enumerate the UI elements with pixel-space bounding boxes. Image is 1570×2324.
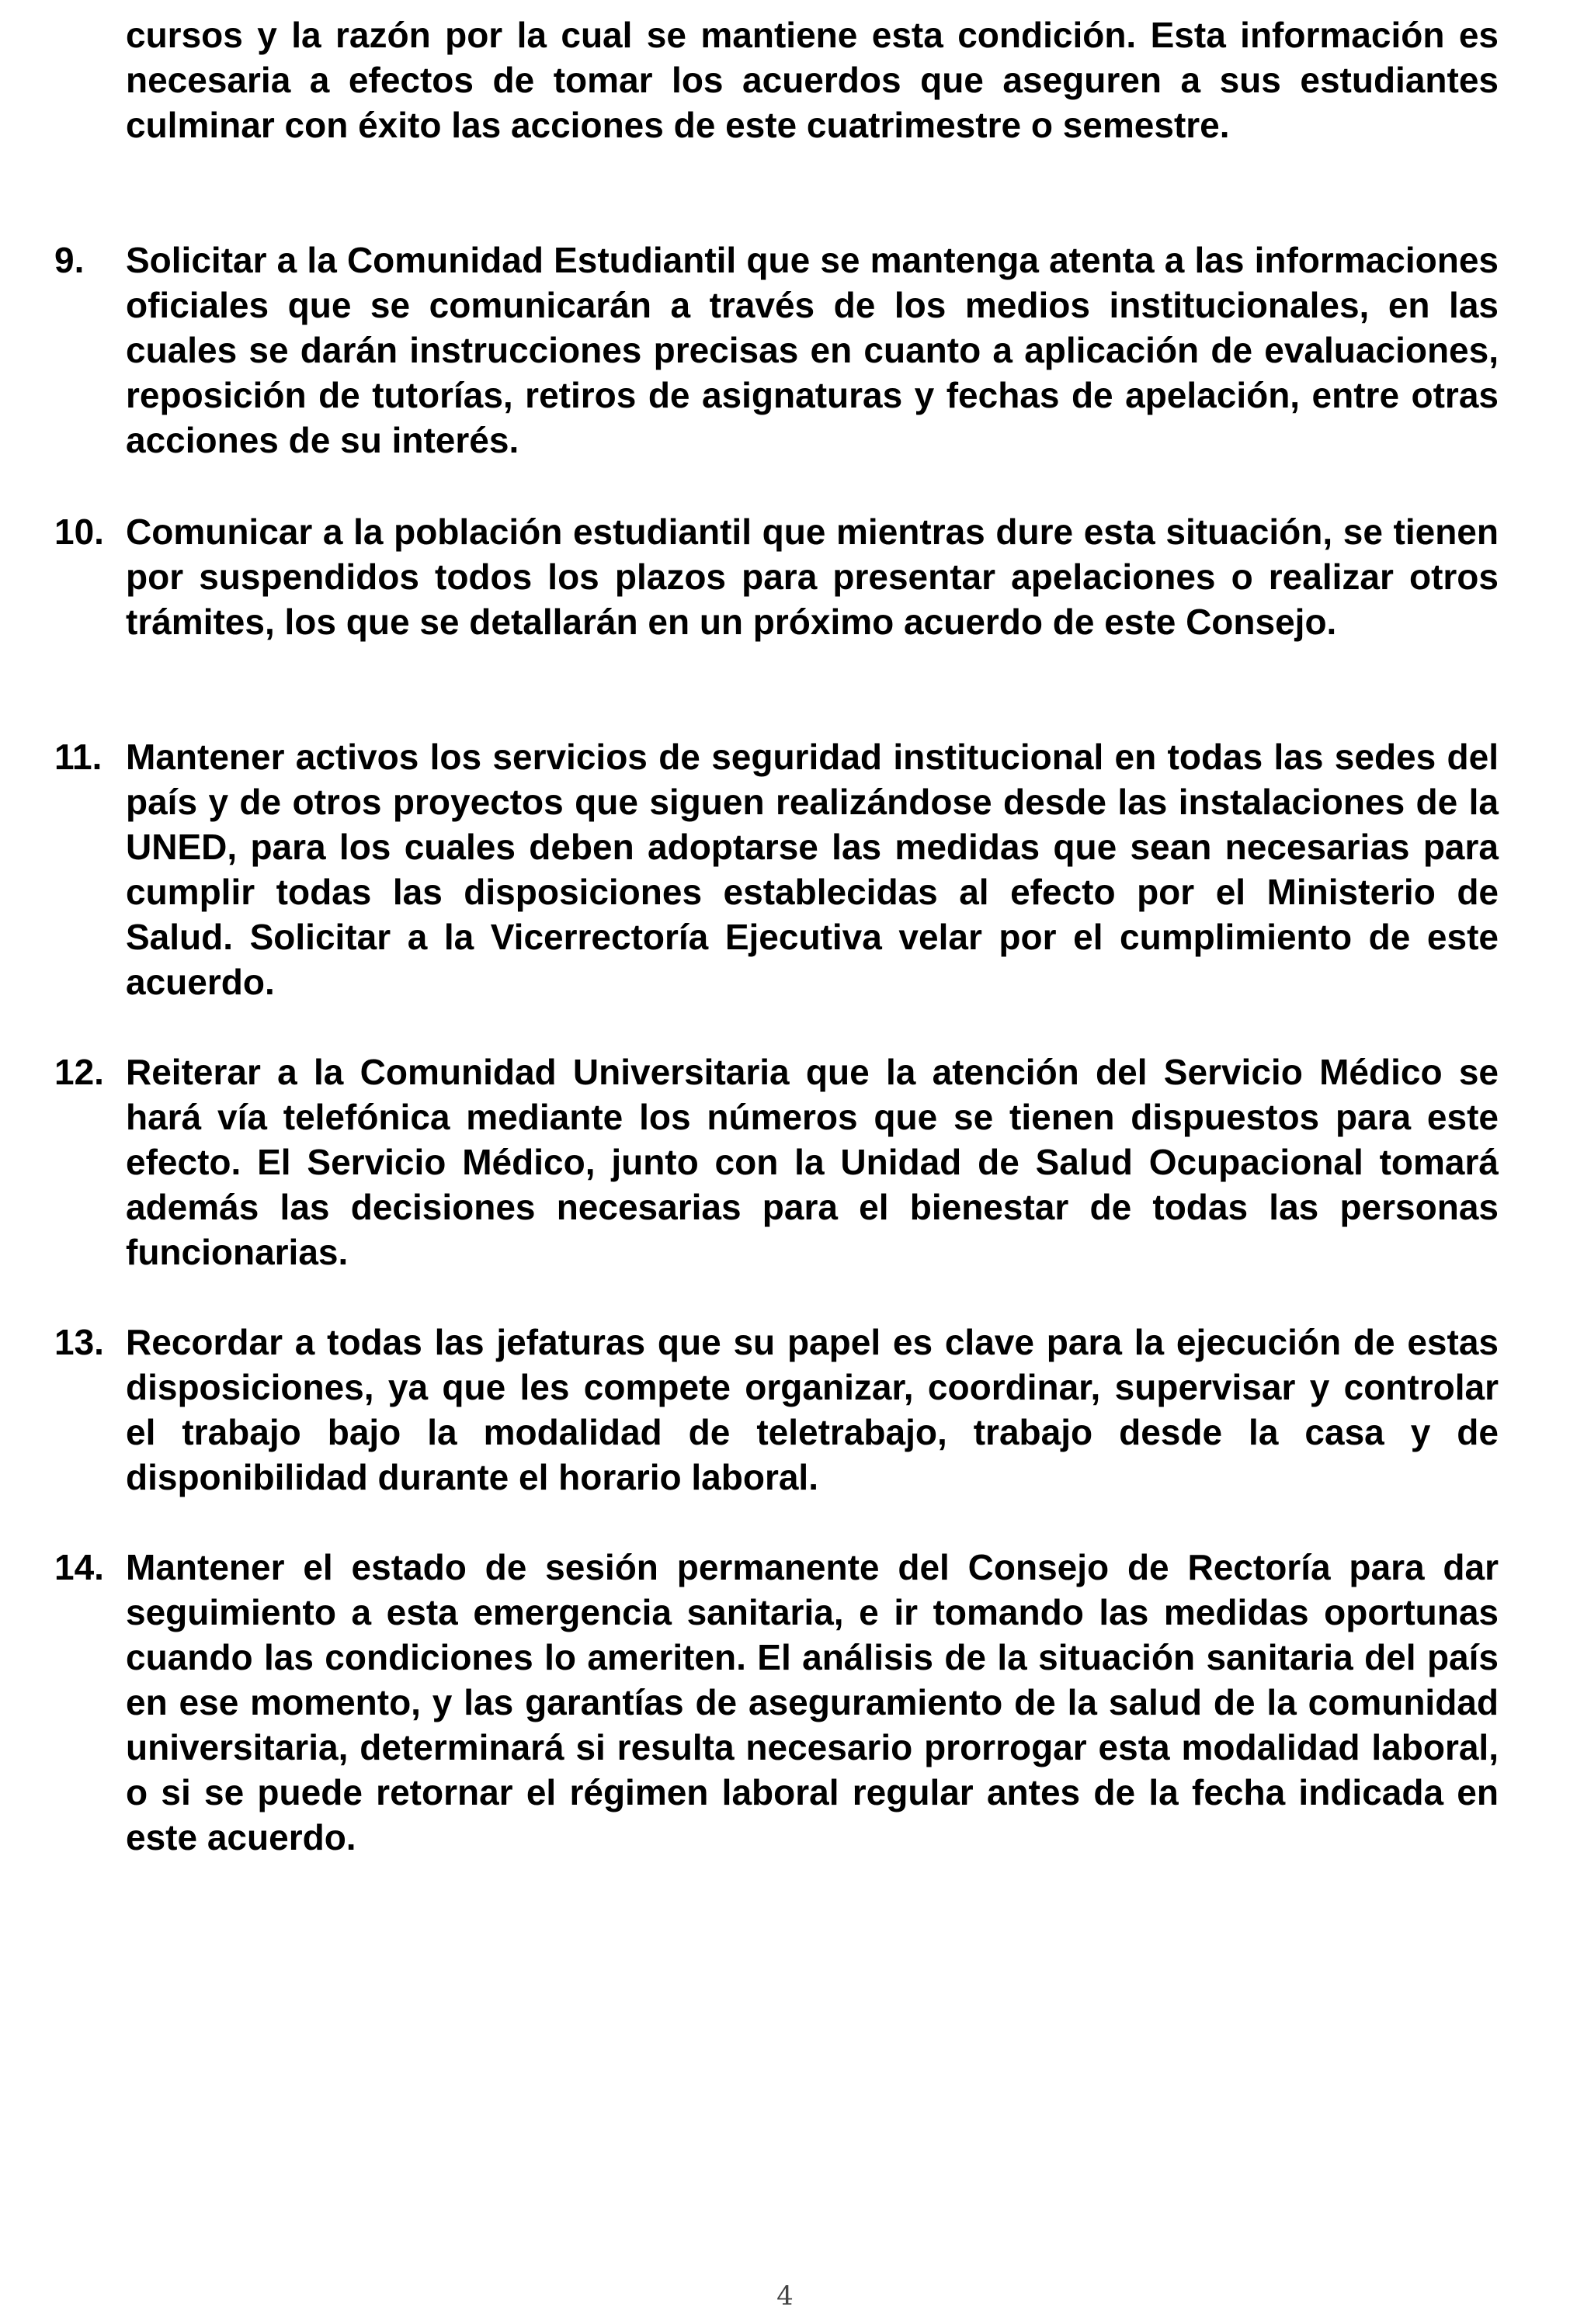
item-text: Mantener activos los servicios de seguridad institucional en todas las sedes del país y de otros proyectos que siguen realizándose desde las instalaciones de la UNED, para los cuales deben adoptarse las medidas que sean necesarias para cumplir todas las disposiciones establecidas al efecto por el Ministerio de Salud. Solicitar a la Vicerrectoría Ejecutiva velar por el cumplimiento de este acuerdo. [126,737,1499,1002]
item-text: Solicitar a la Comunidad Estudiantil que se mantenga atenta a las informaciones oficiales que se comunicarán a través de los medios institucionales, en las cuales se darán instrucciones precisas en cuanto a aplicación de evaluaciones, reposición de tutorías, retiros de asignaturas y fechas de apelación, entre otras acciones de su interés. [126,240,1499,460]
item-number: 10. [54,512,104,552]
item-text: Comunicar a la población estudiantil que mientras dure esta situación, se tienen por suspendidos todos los plazos para presentar apelaciones o realizar otros trámites, los que se detallarán en un próximo acuerdo de este Consejo. [126,512,1499,642]
item-number: 13. [54,1322,104,1362]
item-number: 14. [54,1547,104,1587]
item-text: Mantener el estado de sesión permanente del Consejo de Rectoría para dar seguimiento a esta emergencia sanitaria, e ir tomando las medidas oportunas cuando las condiciones lo ameriten. El análisis de la situación sanitaria del país en ese momento, y las garantías de aseguramiento de la salud de la comunidad universitaria, determinará si resulta necesario prorrogar esta modalidad laboral, o si se puede retornar el régimen laboral regular antes de la fecha indicada en este acuerdo. [126,1547,1499,1857]
item-text: Recordar a todas las jefaturas que su papel es clave para la ejecución de estas disposiciones, ya que les compete organizar, coordinar, supervisar y controlar el trabajo bajo la modalidad de teletrabajo, trabajo desde la casa y de disponibilidad durante el horario laboral. [126,1322,1499,1497]
item-text: Reiterar a la Comunidad Universitaria que la atención del Servicio Médico se hará vía telefónica mediante los números que se tienen dispuestos para este efecto. El Servicio Médico, junto con la Unidad de Salud Ocupacional tomará además las decisiones necesarias para el bienestar de todas las personas funcionarias. [126,1052,1499,1272]
item-number: 11. [54,737,102,777]
item-number: 12. [54,1052,104,1092]
continuation-paragraph: cursos y la razón por la cual se mantiene esta condición. Esta información es necesaria a efectos de tomar los acuerdos que aseguren a sus estudiantes culminar con éxito las acciones de este cuatrimestre o semestre. [126,15,1499,145]
item-number: 9. [54,240,85,280]
page-number: 4 [776,2281,794,2312]
